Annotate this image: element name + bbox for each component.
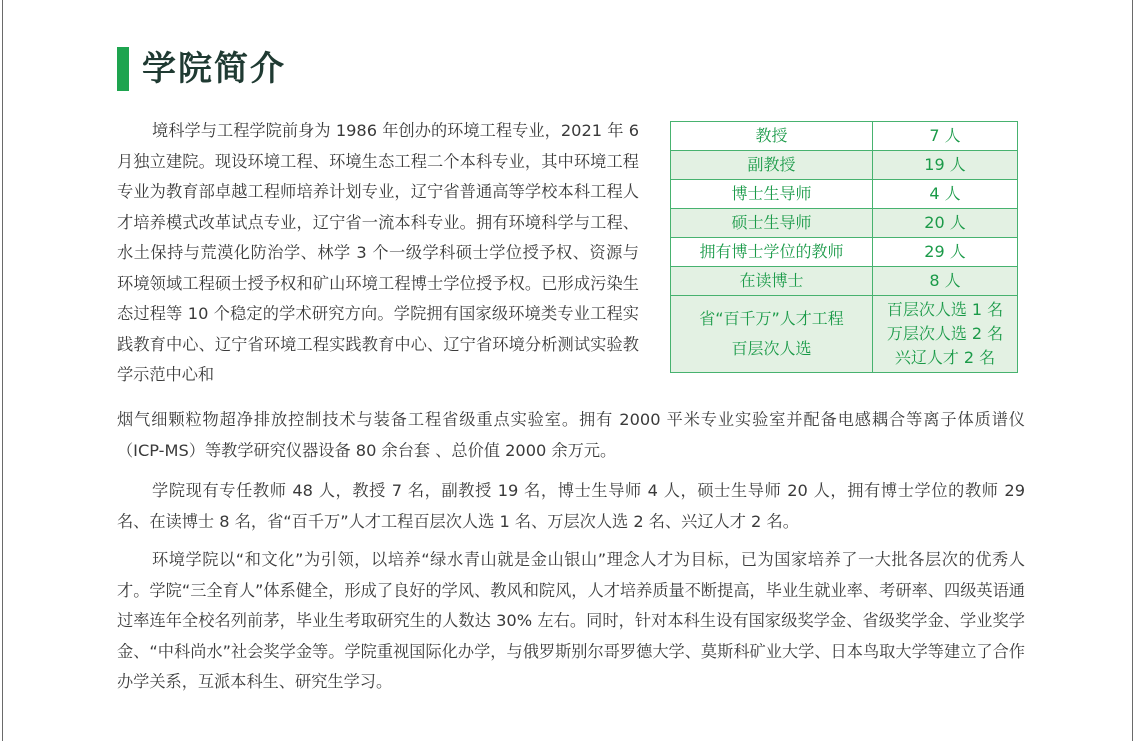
- table-row: [671, 267, 1018, 296]
- table-row-talent: [671, 296, 1018, 373]
- table-label-cell: 硕士生导师: [671, 209, 873, 238]
- table-row: [671, 122, 1018, 151]
- talent-label-line-1: 省“百千万”人才工程: [699, 309, 844, 328]
- table-row: [671, 209, 1018, 238]
- table-value-cell: 4 人: [873, 180, 1018, 209]
- talent-value-line-2: 万层次人选 2 名: [886, 324, 1004, 343]
- staff-paragraph: 学院现有专任教师 48 人，教授 7 名，副教授 19 名，博士生导师 4 人，硕士生导师 20 人，拥有博士学位的教师 29 名、在读博士 8 名，省“百千万”人才工程百层次人选 1 名、万层次人选 2 名、兴辽人才 2 名。: [117, 481, 1025, 531]
- talent-label-cell: [671, 296, 873, 373]
- talent-value-cell: [873, 296, 1018, 373]
- table-value-cell: 19 人: [873, 151, 1018, 180]
- table-row: [671, 238, 1018, 267]
- table-value-cell: 20 人: [873, 209, 1018, 238]
- table-label-cell: 教授: [671, 122, 873, 151]
- title-accent-bar: [117, 47, 129, 91]
- talent-label-line-2: 百层次人选: [731, 339, 812, 358]
- intro-paragraph-1-continued: 烟气细颗粒物超净排放控制技术与装备工程省级重点实验室。拥有 2000 平米专业实验室并配备电感耦合等离子体质谱仪（ICP-MS）等教学研究仪器设备 80 余台套 、总价值 2000 余万元。: [117, 410, 1025, 460]
- table-label-cell: 在读博士: [671, 267, 873, 296]
- table-label-cell: 拥有博士学位的教师: [671, 238, 873, 267]
- intro-paragraph-1: 境科学与工程学院前身为 1986 年创办的环境工程专业，2021 年 6 月独立建院。现设环境工程、环境生态工程二个本科专业，其中环境工程专业为教育部卓越工程师培养计划专业，辽宁省普通高等学校本科工程人才培养模式改革试点专业，辽宁省一流本科专业。拥有环境科学与工程、水土保持与荒漠化防治学、林学 3 个一级学科硕士学位授予权、资源与环境领域工程硕士授予权和矿山环境工程博士学位授予权。已形成污染生态过程等 10 个稳定的学术研究方向。学院拥有国家级环境类专业工程实践教育中心、辽宁省环境工程实践教育中心、辽宁省环境分析测试实验教学示范中心和: [117, 121, 639, 384]
- table-value-cell: 8 人: [873, 267, 1018, 296]
- table-row: [671, 151, 1018, 180]
- talent-value-line-3: 兴辽人才 2 名: [894, 348, 996, 367]
- table-label-cell: 博士生导师: [671, 180, 873, 209]
- table-row: [671, 180, 1018, 209]
- section-header: [117, 46, 286, 92]
- page-title: 学院简介: [142, 49, 286, 89]
- faculty-stats-table: [670, 121, 1018, 373]
- talent-value-line-1: 百层次人选 1 名: [886, 300, 1004, 319]
- table-value-cell: 29 人: [873, 238, 1018, 267]
- table-label-cell: 副教授: [671, 151, 873, 180]
- culture-paragraph: 环境学院以“和文化”为引领，以培养“绿水青山就是金山银山”理念人才为目标，已为国家培养了一大批各层次的优秀人才。学院“三全育人”体系健全，形成了良好的学风、教风和院风，人才培养质量不断提高，毕业生就业率、考研率、四级英语通过率连年全校名列前茅，毕业生考取研究生的人数达 30% 左右。同时，针对本科生设有国家级奖学金、省级奖学金、学业奖学金、“中科尚水”社会奖学金等。学院重视国际化办学，与俄罗斯别尔哥罗德大学、莫斯科矿业大学、日本鸟取大学等建立了合作办学关系，互派本科生、研究生学习。: [117, 550, 1025, 691]
- table-value-cell: 7 人: [873, 122, 1018, 151]
